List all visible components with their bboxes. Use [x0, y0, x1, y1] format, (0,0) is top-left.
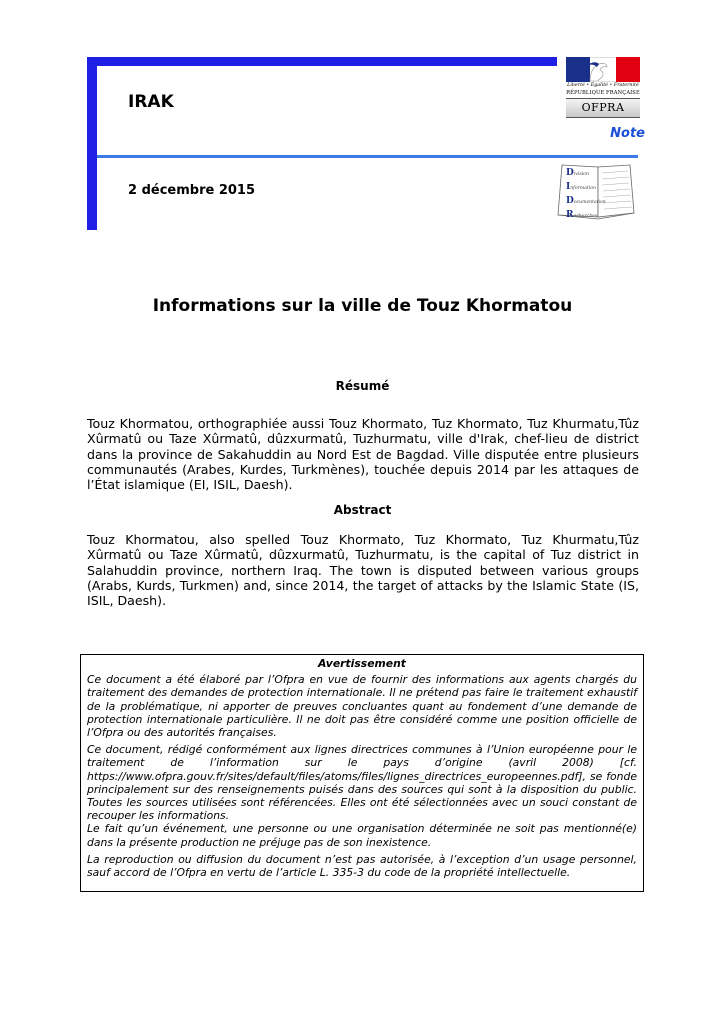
didr-line: Recherches	[566, 210, 598, 220]
resume-heading: Résumé	[335, 379, 390, 393]
country-heading: IRAK	[128, 92, 174, 112]
document-title: Informations sur la ville de Touz Khormatou	[152, 296, 573, 316]
ofpra-logo	[566, 57, 640, 117]
header-bar-vertical	[87, 57, 97, 230]
disclaimer-box	[80, 654, 644, 892]
disclaimer-paragraph: Le fait qu’un événement, une personne ou une organisation déterminée ne soit pas mentionné(e) dans la présente production ne préjuge pas de son inexistence.	[87, 822, 637, 849]
didr-line: Information	[566, 182, 596, 192]
disclaimer-paragraph: La reproduction ou diffusion du document n’est pas autorisée, à l’exception d’un usage personnel, sauf accord de l’Ofpra en vertu de l’article L. 335-3 du code de la propriété intellectuelle.	[87, 852, 637, 880]
abstract-heading: Abstract	[333, 503, 392, 517]
disclaimer-paragraph: Ce document a été élaboré par l’Ofpra en vue de fournir des informations aux agents chargés du traitement des demandes de protection internationale. Il ne prétend pas faire le traitement exhaustif de la problématique, ni apporter de preuves concluantes quant au fondement d’une demande de protection internationale particulière. Il ne doit pas être considéré comme une position officielle de l’Ofpra ou des autorités françaises.	[87, 673, 637, 740]
republic-name: RÉPUBLIQUE FRANÇAISE	[566, 90, 640, 96]
didr-line: Division	[566, 168, 589, 178]
ofpra-wordmark: OFPRA	[566, 98, 640, 118]
resume-text: Touz Khormatou, orthographiée aussi Touz Khormato, Tuz Khormato, Tuz Khurmatu,Tûz Xûrmatû ou Taze Xûrmatû, dûzxurmatû, Tuzhurmatu, ville d'Irak, chef-lieu de district dans la province de Sakahuddin au Nord Est de Bagdad. Ville disputée entre plusieurs communautés (Arabes, Kurdes, Turkmènes), touchée depuis 2014 par les attaques de l’État islamique (EI, ISIL, Daesh).	[87, 416, 639, 493]
doc-type-label: Note	[610, 126, 645, 141]
disclaimer-paragraph: Ce document, rédigé conformément aux lignes directrices communes à l’Union européenne pour le traitement de l’information sur le pays d’origine (avril 2008) [cf. https://www.ofpra.gouv.fr/sites/default/files/atoms/files/lignes_directrices_europeennes.pdf], se fonde principalement sur des renseignements puisés dans des sources qui sont à la disposition du public. Toutes les sources utilisées sont référencées. Elles ont été sélectionnées avec un souci constant de recouper les informations.	[87, 743, 637, 823]
abstract-text: Touz Khormatou, also spelled Touz Khormato, Tuz Khormato, Tuz Khurmatu,Tûz Xûrmatû ou Taze Xûrmatû, dûzxurmatû, Tuzhurmatu, is the capital of Tuz district in Salahuddin province, northern Iraq. The town is disputed between various groups (Arabs, Kurds, Turkmen) and, since 2014, the target of attacks by the Islamic State (IS, ISIL, Daesh).	[87, 532, 639, 609]
didr-acronym	[566, 167, 606, 223]
didr-line: Documentation	[566, 196, 606, 206]
header-bar-top	[87, 57, 557, 66]
header-divider	[97, 155, 638, 158]
didr-logo	[556, 163, 636, 221]
republic-motto: Liberté • Égalité • Fraternité	[567, 83, 639, 88]
document-date: 2 décembre 2015	[128, 183, 256, 198]
marianne-icon	[586, 61, 608, 81]
disclaimer-heading: Avertissement	[318, 657, 406, 670]
